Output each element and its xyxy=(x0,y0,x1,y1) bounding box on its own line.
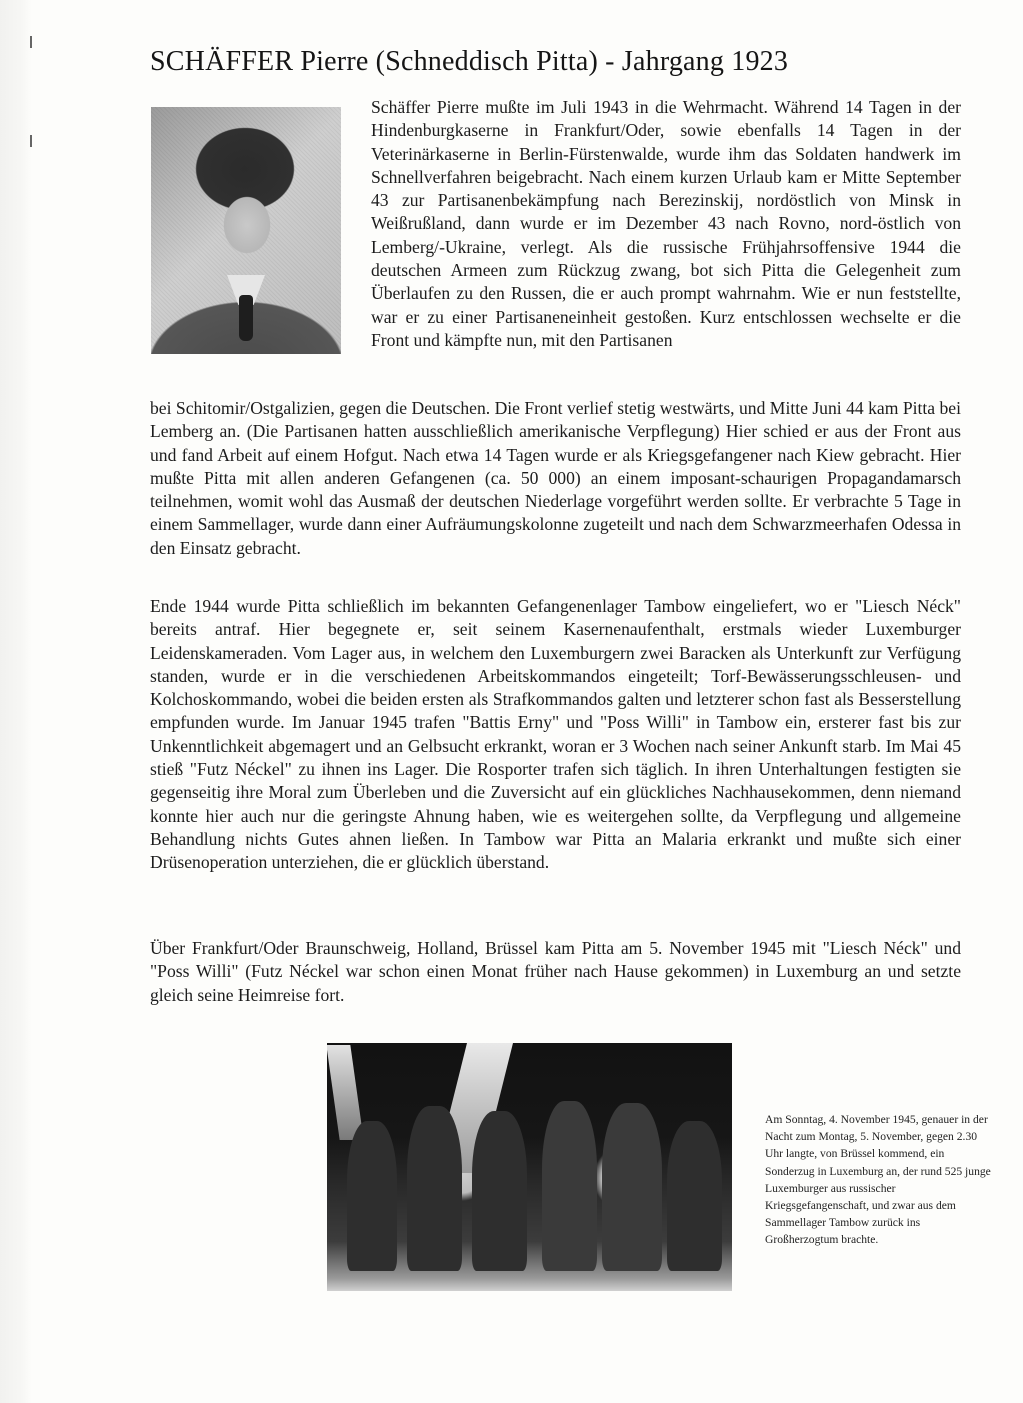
photo-figure xyxy=(602,1103,662,1271)
photo-caption: Am Sonntag, 4. November 1945, genauer in der Nacht zum Montag, 5. November, gegen 2.30 Uhr langte, von Brüssel kommend, ein Sonderzug in Luxemburg an, der rund 525 junge Luxemburger aus russischer Kriegsgefangenschaft, und zwar aus dem Sammellager Tambow zurück ins Großherzogtum brachte. xyxy=(765,1113,991,1247)
group-photo-icon xyxy=(327,1043,732,1291)
page-title: SCHÄFFER Pierre (Schneddisch Pitta) - Jahrgang 1923 xyxy=(150,46,789,77)
paragraph-1-continued: bei Schitomir/Ostgalizien, gegen die Deutschen. Die Front verlief stetig westwärts, und Mitte Juni 44 kam Pitta bei Lemberg an. (Die Partisanen hatten ausschließlich amerikanische Verpflegung) Hier schied er aus der Front aus und fand Arbeit auf einem Hofgut. Nach etwa 14 Tagen wurde er als Kriegsgefangener nach Kiew gebracht. Hier mußte Pitta mit allen anderen Gefangenen (ca. 50 000) an einem imposant-schaurigen Propagandamarsch teilnehmen, womit wohl das Ausmaß der deutschen Niederlage vorgeführt werden sollte. Er verbrachte 5 Tage in einem Sammellager, wurde dann einer Aufräumungskolonne zugeteilt und nach dem Schwarzmeerhafen Odessa in den Einsatz gebracht. xyxy=(150,398,961,558)
gutter-mark xyxy=(30,36,32,48)
portrait-tie xyxy=(239,295,253,341)
photo-figure xyxy=(542,1101,597,1271)
page-gutter-shadow xyxy=(0,0,32,1403)
paragraph-1-beside-portrait: Schäffer Pierre mußte im Juli 1943 in die Wehrmacht. Während 14 Tagen in der Hindenburgkaserne in Frankfurt/Oder, sowie ebenfalls 14 Tagen in der Veterinärkaserne in Berlin-Fürstenwalde, wurde ihm das Soldaten handwerk im Schnellverfahren beigebracht. Nach einem kurzen Urlaub kam er Mitte September 43 zur Partisanenbekämpfung nach Berezinskij, nordöstlich von Minsk in Weißrußland, dann wurde er im Dezember 43 nach Rovno, nord-östlich von Lemberg/-Ukraine, verlegt. Als die russische Frühjahrsoffensive 1944 die deutschen Armeen zum Rückzug zwang, bot sich Pitta die Gelegenheit zum Überlaufen zu den Russen, die er auch prompt wahrnahm. Wie er nun feststellte, war er zu einer Partisaneneinheit gestoßen. Kurz entschlossen wechselte er die Front und kämpfte nun, mit den Partisanen xyxy=(371,97,961,350)
gutter-mark xyxy=(30,135,32,147)
portrait-photo-icon xyxy=(151,107,341,354)
photo-figure xyxy=(667,1121,722,1271)
photo-figure xyxy=(347,1121,397,1271)
paragraph-2: Ende 1944 wurde Pitta schließlich im bekannten Gefangenenlager Tambow eingeliefert, wo er "Liesch Néck" bereits antraf. Hier begegnete er, seit seinem Kasernenaufenthalt, erstmals wieder Luxemburger Leidenskameraden. Vom Lager aus, in welchem den Luxemburgern zwei Baracken als Unterkunft zur Verfügung standen, wurde er in die verschiedenen Arbeitskommandos eingeteilt; Torf-Bewässerungsschleusen- und Kolchoskommando, wobei die beiden ersten als Strafkommandos galten und letzterer schon fast als Besserstellung empfunden wurde. Im Januar 1945 trafen "Battis Erny" und "Poss Willi" in Tambow ein, ersterer fast bis zur Unkenntlichkeit abgemagert und an Gelbsucht erkrankt, woran er 3 Wochen nach seiner Ankunft starb. Im Mai 45 stieß "Futz Néckel" zu ihnen ins Lager. Die Rosporter trafen sich täglich. In ihren Unterhaltungen festigten sie gegenseitig ihre Moral zum Überleben und die Zuversicht auf ein glückliches Nachhausekommen, denn niemand konnte hier auch nur die geringste Ahnung haben, wie es weitergehen sollte, da Verpflegung und allgemeine Behandlung nichts Gutes ahnen ließen. In Tambow war Pitta an Malaria erkrankt und mußte sich einer Drüsenoperation unterziehen, die er glücklich überstand. xyxy=(150,596,961,873)
paragraph-3: Über Frankfurt/Oder Braunschweig, Holland, Brüssel kam Pitta am 5. November 1945 mit "Liesch Néck" und "Poss Willi" (Futz Néckel war schon einen Monat früher nach Hause gekommen) in Luxemburg an und setzte gleich seine Heimreise fort. xyxy=(150,938,961,1005)
photo-figure xyxy=(407,1106,462,1271)
photo-figure xyxy=(472,1111,527,1271)
